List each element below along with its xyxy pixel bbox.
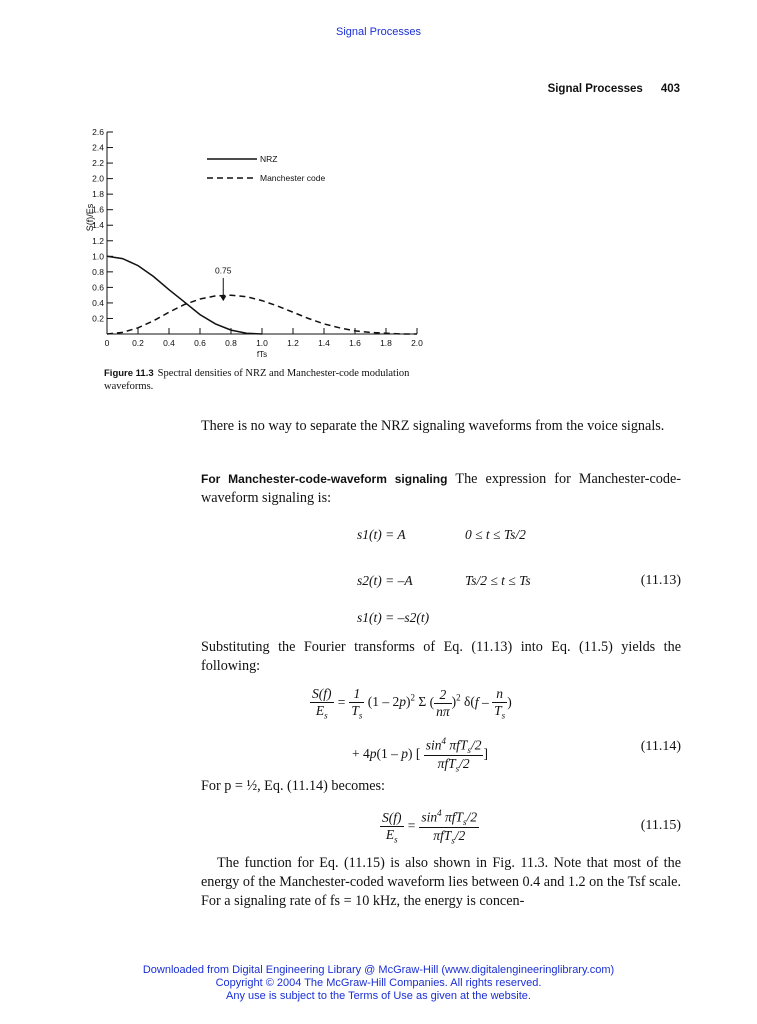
figure-label: Figure 11.3 (104, 368, 154, 379)
y-tick-label: 2.0 (92, 173, 104, 184)
y-tick-label: 1.8 (92, 189, 104, 200)
eq1-lhs: s1(t) = A (357, 527, 406, 542)
paragraph-2-text: The expression for Manchester-code-waveform signaling is: (201, 471, 681, 506)
eq-number-11-13: (11.13) (640, 573, 681, 588)
series-nrz-line (107, 256, 262, 334)
spectral-density-chart (85, 122, 445, 367)
x-tick-label: 0.6 (194, 338, 206, 348)
annotation-arrowhead (220, 296, 226, 301)
eq-11-14-line1: $\frac{S(f)}{E_s}$ = $\frac{1}{T_s}$ (1 – 2p)$^2$ Σ ( $\frac{2}{n\pi}$ )$^2$ δ(f – $\frac{n}{T_s}$ ) (312, 686, 512, 721)
x-tick-label: 1.0 (256, 338, 268, 348)
y-tick-label: 1.2 (92, 235, 104, 246)
page-header (548, 83, 680, 95)
legend-label: NRZ (260, 154, 278, 164)
footer-line-1[interactable]: Downloaded from Digital Engineering Library @ McGraw-Hill (www.digitalengineeringlibrary.com) (142, 964, 615, 976)
y-tick-label: 1.6 (92, 204, 104, 215)
eq3: s1(t) = –s2(t) (357, 610, 430, 625)
paragraph-5: The function for Eq. (11.15) is also shown in Fig. 11.3. Note that most of the energy of the Manchester-coded waveform lies between 0.4 and 1.2 on the Tsf scale. For a signaling rate of fs = 10 kHz, the energy is concen- (201, 855, 681, 909)
x-tick-label: 1.4 (318, 338, 330, 348)
eq2-rhs: Ts/2 ≤ t ≤ Ts (465, 573, 531, 588)
section-lead: For Manchester-code-waveform signaling (201, 472, 448, 486)
x-tick-label: 0.4 (163, 338, 175, 348)
y-tick-label: 2.4 (92, 142, 104, 153)
paragraph-2 (201, 470, 681, 508)
page-number: 403 (660, 83, 680, 95)
footer (0, 964, 757, 1003)
y-tick-label: 0.6 (92, 282, 104, 293)
footer-line-3: Any use is subject to the Terms of Use as given at the website. (226, 990, 531, 1002)
eq-11-14-line2: + 4p(1 – p) [ $\frac{\sin^4 \pi fT_s/2}{\pi fT_s/2}$ ] (352, 736, 488, 774)
figure-caption (104, 367, 434, 393)
y-tick-label: 2.6 (92, 127, 104, 137)
footer-line-2: Copyright © 2004 The McGraw-Hill Companies. All rights reserved. (215, 977, 542, 989)
paragraph-4: For p = ½, Eq. (11.14) becomes: (201, 778, 386, 794)
paragraph-1: There is no way to separate the NRZ signaling waveforms from the voice signals. (201, 418, 665, 434)
legend-label: Manchester code (260, 173, 326, 183)
paragraph-3: Substituting the Fourier transforms of Eq. (11.13) into Eq. (11.5) yields the following: (201, 639, 681, 674)
x-tick-label: 1.2 (287, 338, 299, 348)
x-tick-label: 2.0 (411, 338, 423, 348)
x-tick-label: 1.6 (349, 338, 361, 348)
top-link[interactable]: Signal Processes (336, 26, 421, 38)
x-tick-label: 1.8 (380, 338, 392, 348)
y-tick-label: 0.2 (92, 313, 104, 324)
y-tick-label: 0.4 (92, 297, 104, 308)
figure-caption-text: Spectral densities of NRZ and Manchester-code modulation waveforms. (104, 368, 410, 392)
x-tick-label: 0.8 (225, 338, 237, 348)
x-tick-label: 0 (104, 338, 110, 348)
header-title: Signal Processes (547, 83, 643, 95)
eq-number-11-15: (11.15) (640, 818, 681, 833)
y-tick-label: 2.2 (92, 158, 104, 169)
y-tick-label: 1.0 (92, 251, 104, 262)
y-tick-label: 0.8 (92, 266, 104, 277)
eq-number-11-14: (11.14) (640, 739, 681, 754)
eq1-rhs: 0 ≤ t ≤ Ts/2 (465, 527, 526, 542)
eq2-lhs: s2(t) = –A (357, 573, 413, 588)
eq-11-15: $\frac{S(f)}{E_s}$ = $\frac{\sin^4 \pi fT_s/2}{\pi fT_s/2}$ (382, 808, 478, 846)
y-tick-label: 1.4 (92, 220, 104, 231)
x-tick-label: 0.2 (132, 338, 144, 348)
x-axis-label: fTs (256, 350, 268, 359)
y-axis-label: S(f)/Es (85, 203, 95, 232)
annotation-label: 0.75 (214, 265, 232, 276)
